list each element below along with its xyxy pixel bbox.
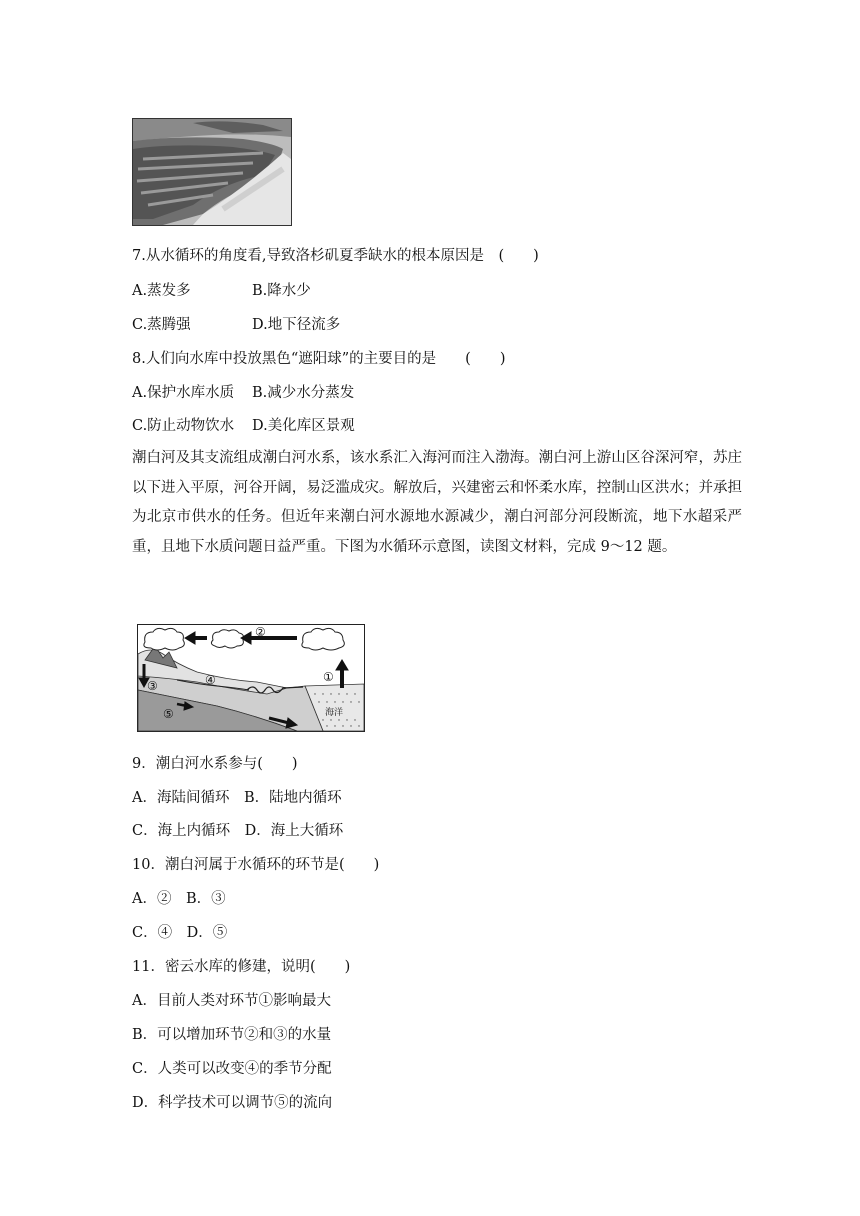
q8-option-a: A.保护水库水质 bbox=[132, 385, 235, 401]
question-7-stem: 7.从水循环的角度看,导致洛杉矶夏季缺水的根本原因是 ( ) bbox=[132, 248, 539, 264]
q10-options-line-2: C．④ D．⑤ bbox=[132, 925, 228, 941]
q11-option-c: C．人类可以改变④的季节分配 bbox=[132, 1061, 332, 1077]
q11-option-b: B．可以增加环节②和③的水量 bbox=[132, 1027, 332, 1043]
diagram-label-5: ⑤ bbox=[163, 707, 174, 721]
reading-passage: 潮白河及其支流组成潮白河水系，该水系汇入海河而注入渤海。潮白河上游山区谷深河窄，苏庄以下进入平原，河谷开阔，易泛滥成灾。解放后，兴建密云和怀柔水库，控制山区洪水；并承担为北京市供水的任务。但近年来潮白河水源地水源减少，潮白河部分河段断流，地下水超采严重，且地下水质问题日益严重。下图为水循环示意图，读图文材料，完成 9～12 题。 bbox=[132, 450, 742, 555]
question-10-stem: 10．潮白河属于水循环的环节是( ) bbox=[132, 857, 380, 873]
water-cycle-diagram bbox=[137, 624, 365, 732]
q10-options-line-1: A．② B．③ bbox=[132, 891, 226, 907]
q9-options-line-1: A．海陆间循环 B．陆地内循环 bbox=[132, 790, 342, 806]
question-11-stem: 11．密云水库的修建，说明( ) bbox=[132, 959, 351, 975]
diagram-label-3: ③ bbox=[147, 679, 158, 693]
question-8-stem: 8.人们向水库中投放黑色“遮阳球”的主要目的是 ( ) bbox=[132, 351, 506, 367]
diagram-label-1: ① bbox=[323, 670, 334, 684]
q7-option-c: C.蒸腾强 bbox=[132, 317, 191, 333]
q7-option-a: A.蒸发多 bbox=[132, 283, 191, 299]
q8-option-c: C.防止动物饮水 bbox=[132, 418, 235, 434]
reservoir-photo bbox=[132, 118, 292, 226]
q8-option-b: B.减少水分蒸发 bbox=[252, 385, 355, 401]
q8-option-d: D.美化库区景观 bbox=[252, 418, 355, 434]
q7-option-b: B.降水少 bbox=[252, 283, 311, 299]
q11-option-a: A．目前人类对环节①影响最大 bbox=[132, 993, 331, 1009]
q11-option-d: D．科学技术可以调节⑤的流向 bbox=[132, 1095, 333, 1111]
q7-option-d: D.地下径流多 bbox=[252, 317, 341, 333]
q9-options-line-2: C．海上内循环 D．海上大循环 bbox=[132, 823, 344, 839]
sea-label: 海洋 bbox=[325, 708, 344, 718]
question-9-stem: 9．潮白河水系参与( ) bbox=[132, 756, 298, 772]
diagram-label-2: ② bbox=[255, 625, 266, 639]
diagram-label-4: ④ bbox=[205, 673, 216, 687]
